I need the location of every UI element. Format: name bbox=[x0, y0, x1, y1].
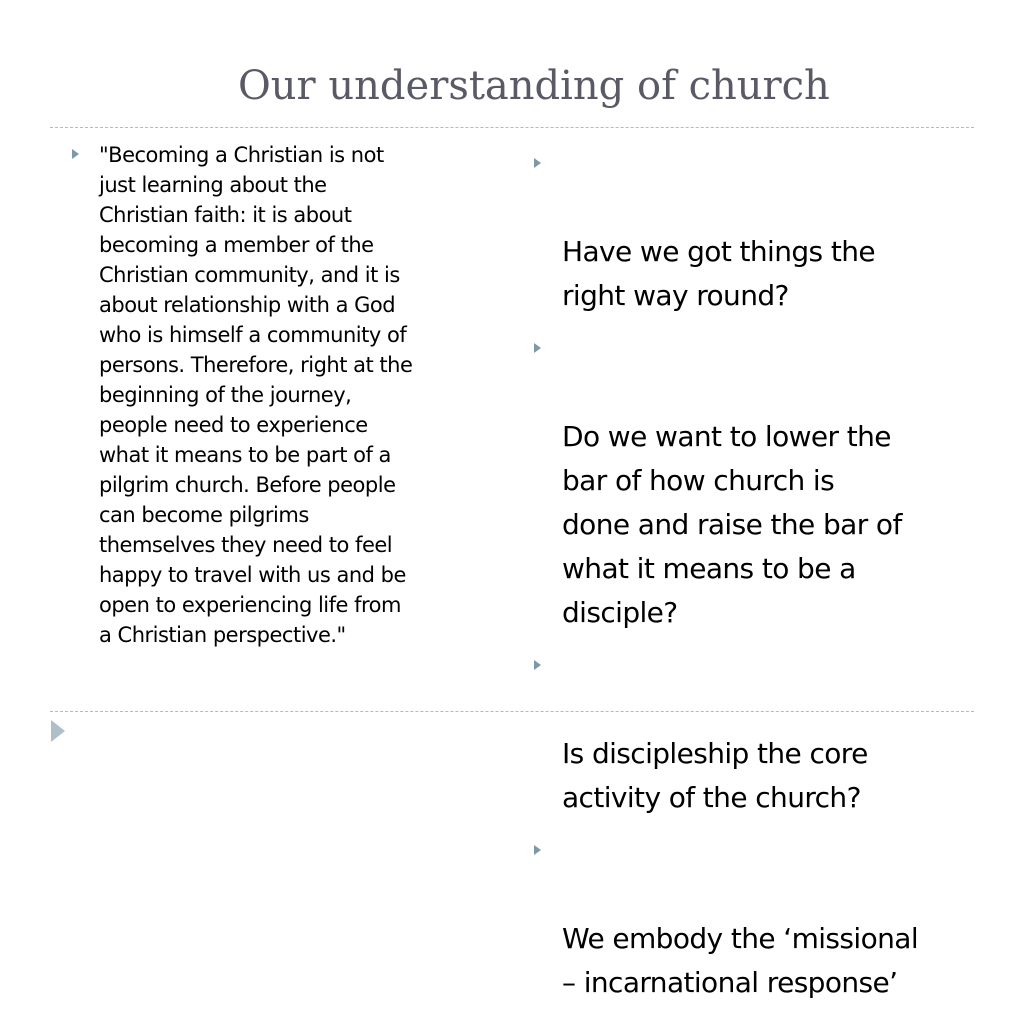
list-item-text: We embody the ‘missional – incarnational response’ bbox=[562, 922, 918, 999]
quote-text: "Becoming a Christian is not just learning about the Christian faith: it is about becoming a member of the Christian community, and it is about relationship with a God who is himself a community of persons. Therefore, right at the beginning of the journey, people need to experience what it means to be part of a pilgrim church. Before people can become pilgrims themselves they need to feel happy to travel with us and be open to experiencing life from a Christian perspective." bbox=[99, 143, 413, 647]
footer-divider bbox=[50, 711, 974, 712]
triangle-bullet-icon bbox=[534, 158, 541, 168]
question-list bbox=[530, 142, 970, 1014]
quote-column bbox=[70, 140, 500, 650]
list-item bbox=[530, 829, 970, 1005]
list-item-text: Have we got things the right way round? bbox=[562, 235, 875, 312]
list-item bbox=[530, 142, 970, 318]
triangle-bullet-icon bbox=[72, 149, 79, 159]
list-item-text: Is discipleship the core activity of the church? bbox=[562, 737, 868, 814]
list-item-text: Do we want to lower the bar of how church is done and raise the bar of what it means to be a disciple? bbox=[562, 420, 902, 629]
triangle-bullet-icon bbox=[534, 343, 541, 353]
list-item bbox=[530, 327, 970, 635]
triangle-bullet-icon bbox=[534, 660, 541, 670]
next-slide-arrow-icon[interactable] bbox=[51, 720, 65, 742]
slide-title: Our understanding of church bbox=[238, 63, 830, 109]
triangle-bullet-icon bbox=[534, 845, 541, 855]
list-item bbox=[530, 644, 970, 820]
title-divider bbox=[50, 127, 974, 128]
